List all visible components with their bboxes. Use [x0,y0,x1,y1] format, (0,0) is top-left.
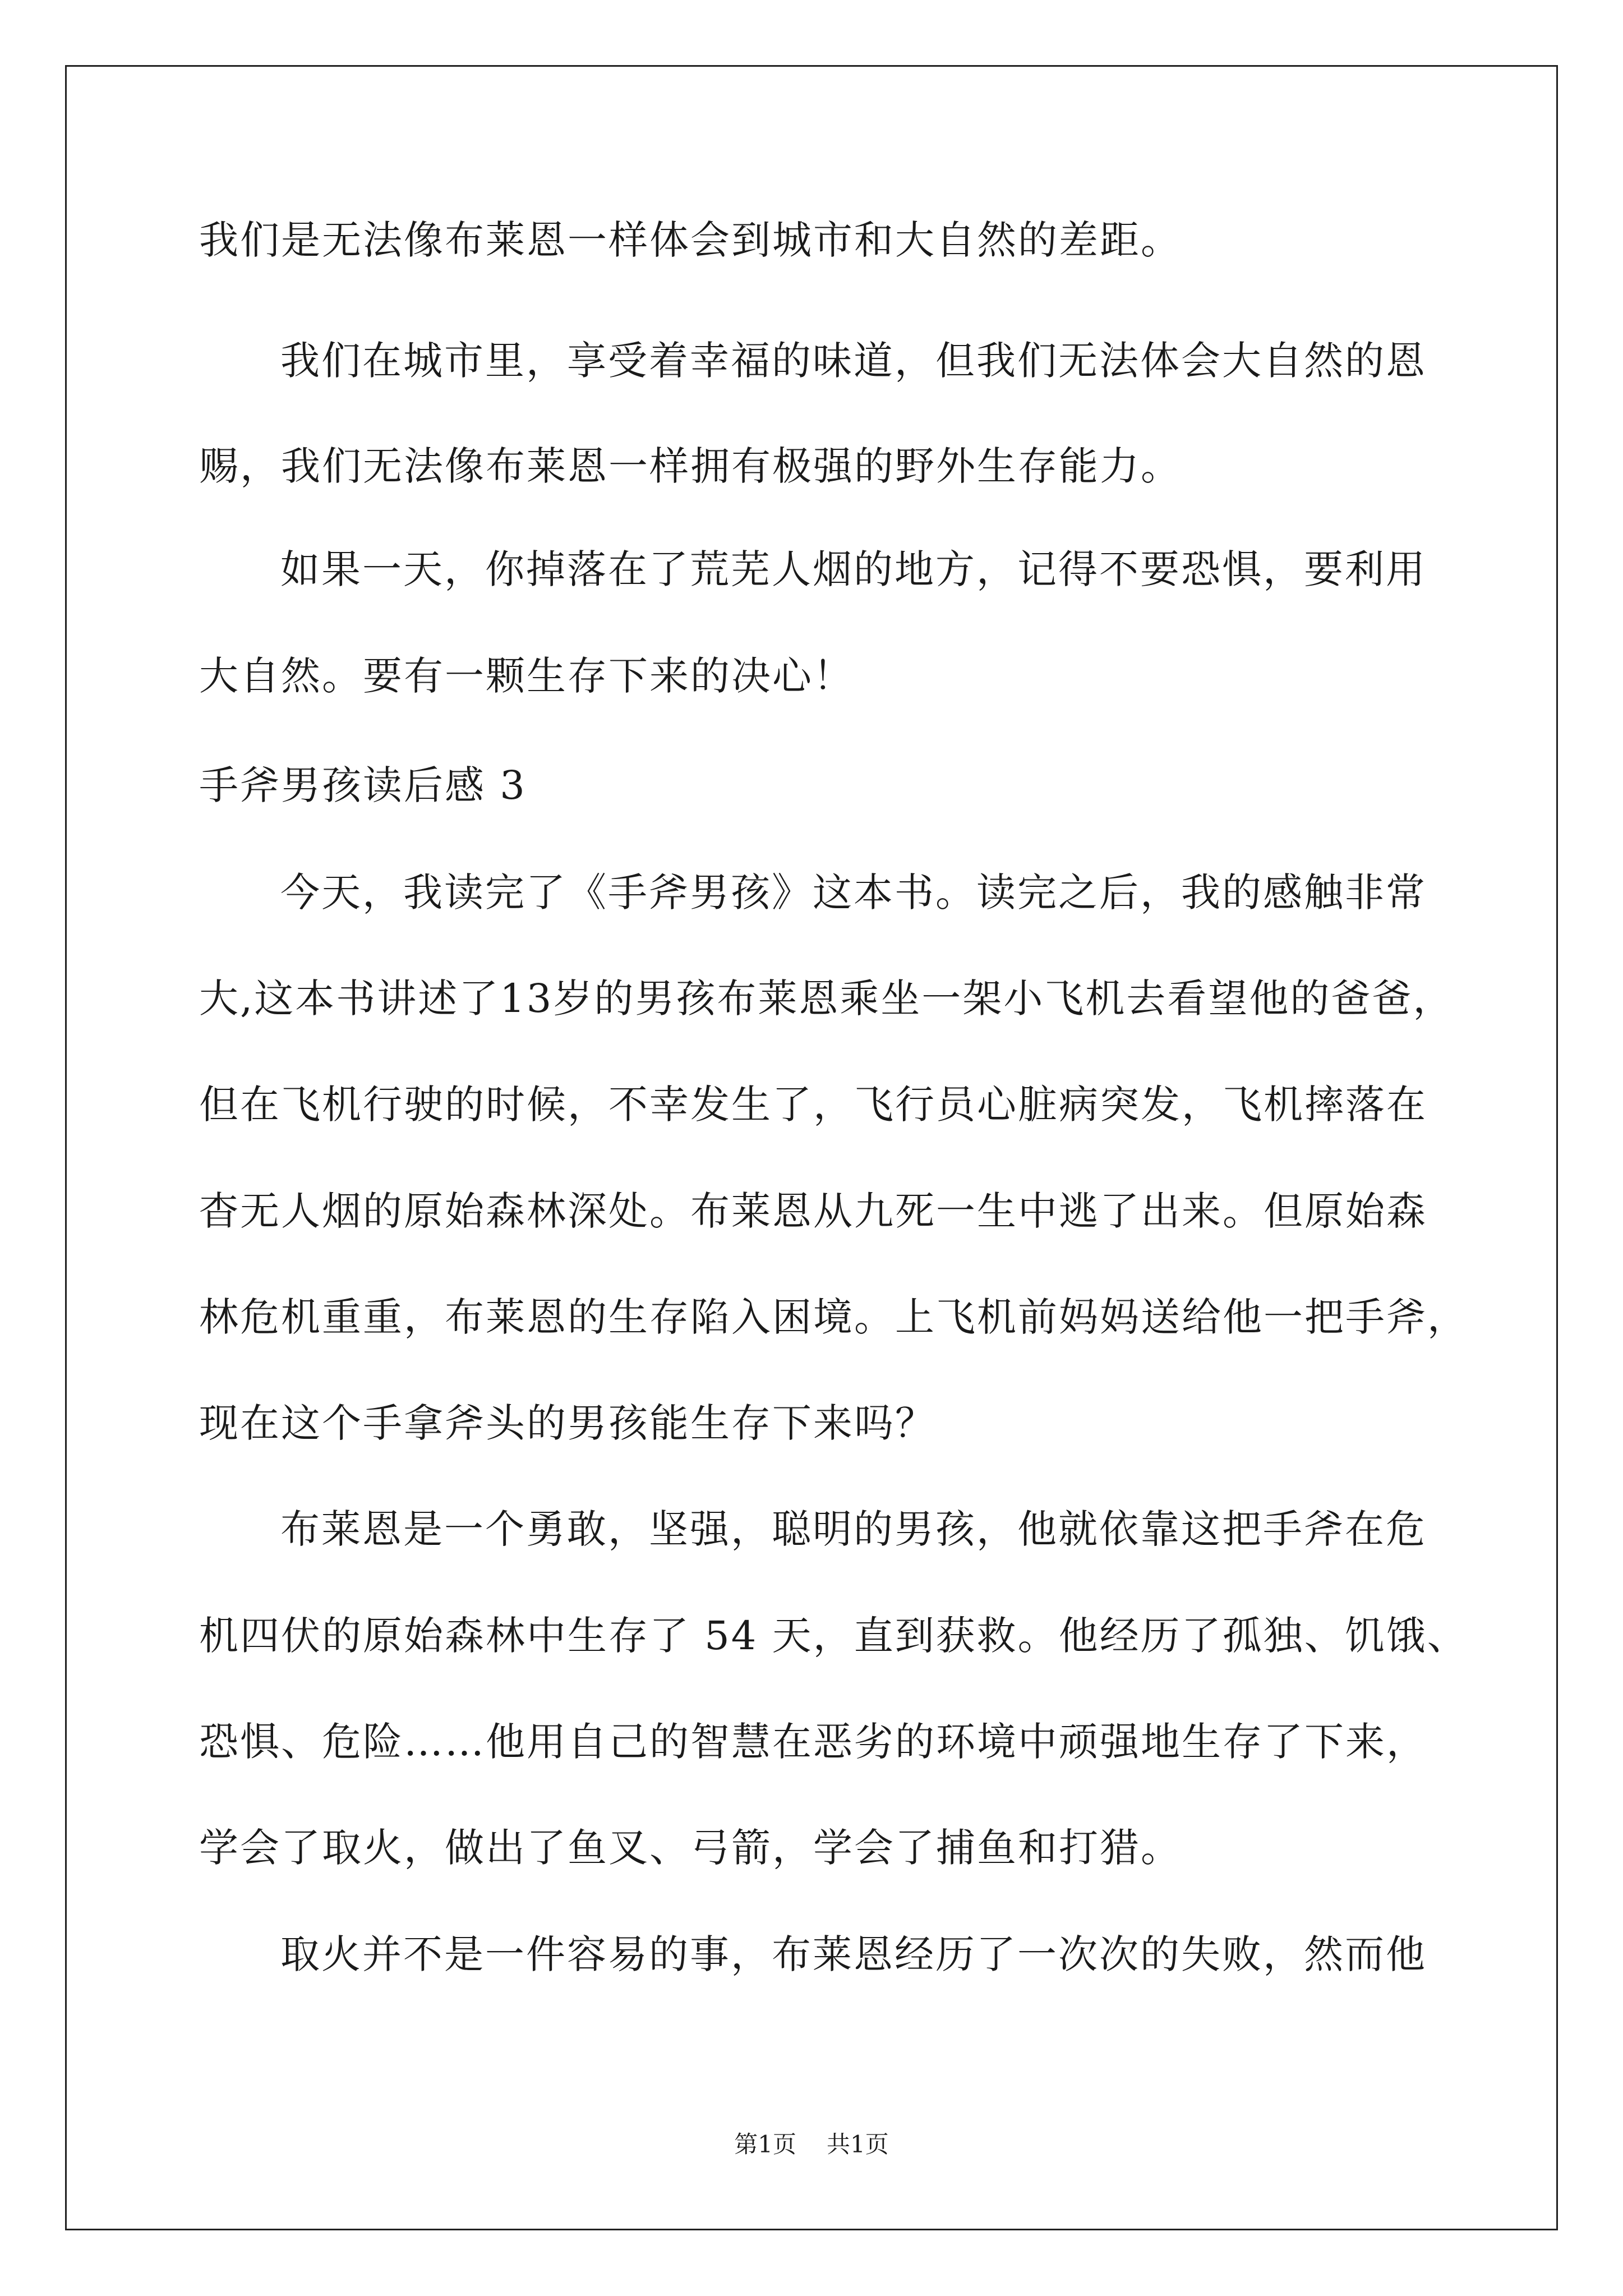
paragraph-line: 布莱恩是一个勇敢，坚强，聪明的男孩，他就依靠这把手斧在危 [280,1506,1427,1552]
paragraph-line: 取火并不是一件容易的事，布莱恩经历了一次次的失败，然而他 [280,1931,1427,1977]
paragraph-line: 恐惧、危险……他用自己的智慧在恶劣的环境中顽强地生存了下来， [199,1719,1427,1765]
paragraph-line: 我们是无法像布莱恩一样体会到城市和大自然的差距。 [199,217,1182,263]
paragraph-line: 机四伏的原始森林中生存了 54 天，直到获救。他经历了孤独、饥饿、 [199,1613,1468,1659]
paragraph-line: 但在飞机行驶的时候，不幸发生了，飞行员心脏病突发，飞机摔落在 [199,1082,1427,1128]
paragraph-line: 大,这本书讲述了13岁的男孩布莱恩乘坐一架小飞机去看望他的爸爸， [199,976,1454,1022]
paragraph-line: 如果一天，你掉落在了荒芜人烟的地方，记得不要恐惧，要利用 [280,546,1427,592]
paragraph-line: 现在这个手拿斧头的男孩能生存下来吗？ [199,1400,936,1446]
paragraph-line: 赐，我们无法像布莱恩一样拥有极强的野外生存能力。 [199,443,1182,489]
section-heading: 手斧男孩读后感 3 [199,762,527,808]
page-border [65,65,1558,2230]
page-total: 共1页 [827,2131,889,2158]
page-number: 第1页 [734,2131,796,2158]
paragraph-line: 杳无人烟的原始森林深处。布莱恩从九死一生中逃了出来。但原始森 [199,1188,1427,1234]
paragraph-line: 今天，我读完了《手斧男孩》这本书。读完之后，我的感触非常 [280,869,1427,915]
paragraph-line: 我们在城市里，享受着幸福的味道，但我们无法体会大自然的恩 [280,338,1427,384]
paragraph-line: 学会了取火，做出了鱼叉、弓箭，学会了捕鱼和打猎。 [199,1825,1182,1871]
page-footer [0,2131,1623,2159]
paragraph-line: 大自然。要有一颗生存下来的决心！ [199,653,854,699]
paragraph-line: 林危机重重，布莱恩的生存陷入困境。上飞机前妈妈送给他一把手斧， [199,1294,1468,1340]
